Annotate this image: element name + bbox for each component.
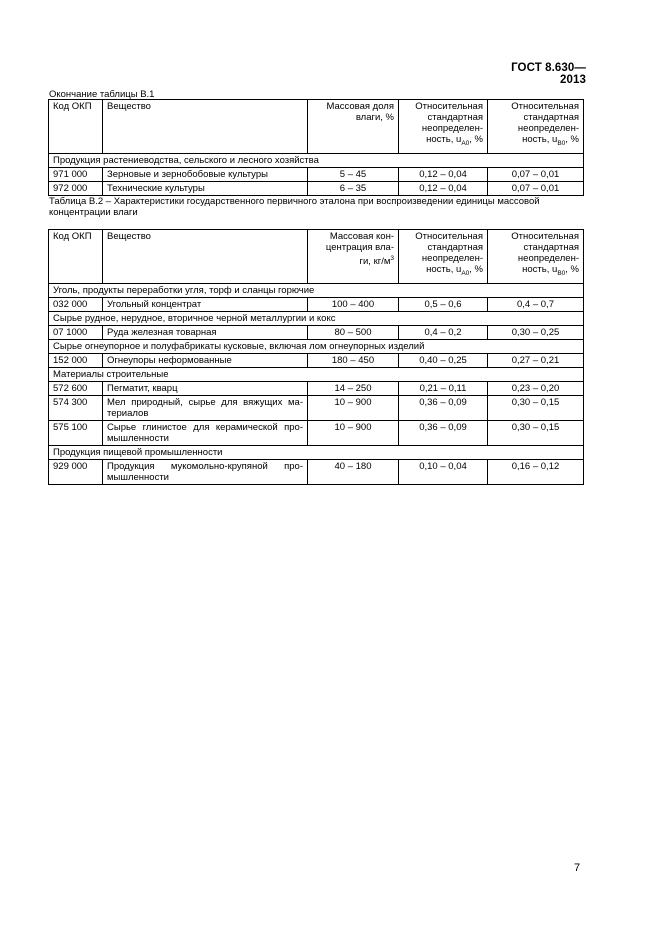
table-row: [49, 297, 584, 311]
cell-ub: 0,30 – 0,15: [488, 395, 584, 420]
table1-caption: Окончание таблицы В.1: [49, 89, 155, 100]
cell-mass: 80 – 500: [308, 325, 399, 339]
table-row: [49, 395, 584, 420]
col-substance-header: Вещество: [103, 100, 308, 154]
cell-ua: 0,21 – 0,11: [399, 381, 488, 395]
table-moisture-concentration: [48, 229, 584, 485]
section-row: [49, 311, 584, 325]
cell-substance: Угольный концентрат: [103, 297, 308, 311]
cell-mass: 6 – 35: [308, 181, 399, 195]
cell-code: 572 600: [49, 381, 103, 395]
section-row: [49, 339, 584, 353]
section-title: Уголь, продукты переработки угля, торф и сланцы горючие: [49, 283, 584, 297]
cell-mass: 10 – 900: [308, 395, 399, 420]
cell-ua: 0,36 – 0,09: [399, 420, 488, 445]
cell-code: 929 000: [49, 459, 103, 484]
col-ub-header: Относительная стандартная неопределен- ность, $u_{B0}$, %: [488, 230, 584, 284]
table-row: [49, 420, 584, 445]
cell-mass: 180 – 450: [308, 353, 399, 367]
section-title: Сырье огнеупорное и полуфабрикаты кусковые, включая лом огнеупорных изделий: [49, 339, 584, 353]
cell-ua: 0,12 – 0,04: [399, 167, 488, 181]
table-row: [49, 353, 584, 367]
col-code-header: Код ОКП: [49, 230, 103, 284]
cell-code: 574 300: [49, 395, 103, 420]
table-row: [49, 325, 584, 339]
col-ub-header: Относительная стандартная неопределен- ность, $u_{B0}$, %: [488, 100, 584, 154]
document-id: ГОСТ 8.630—2013: [511, 62, 586, 86]
cell-ua: 0,10 – 0,04: [399, 459, 488, 484]
cell-code: 575 100: [49, 420, 103, 445]
table-moisture-fraction: [48, 99, 584, 196]
cell-ub: 0,23 – 0,20: [488, 381, 584, 395]
section-row: [49, 283, 584, 297]
col-mass-header: Массовая доля влаги, %: [308, 100, 399, 154]
cell-code: 971 000: [49, 167, 103, 181]
table1-header-row: [49, 100, 584, 154]
cell-substance: Зерновые и зернобобовые культуры: [103, 167, 308, 181]
cell-ub: 0,4 – 0,7: [488, 297, 584, 311]
cell-ub: 0,30 – 0,25: [488, 325, 584, 339]
table-row: [49, 381, 584, 395]
cell-substance: Огнеупоры неформованные: [103, 353, 308, 367]
col-ua-header: Относительная стандартная неопределен- ность, $u_{A0}$, %: [399, 100, 488, 154]
table-row: [49, 181, 584, 195]
col-mass-header: Массовая кон- центрация вла- ги, $кг/м^3$: [308, 230, 399, 284]
cell-ua: 0,4 – 0,2: [399, 325, 488, 339]
section-title: Сырье рудное, нерудное, вторичное черной металлургии и кокс: [49, 311, 584, 325]
cell-mass: 40 – 180: [308, 459, 399, 484]
cell-code: 972 000: [49, 181, 103, 195]
table2-header-row: [49, 230, 584, 284]
table-row: [49, 167, 584, 181]
cell-substance: Продукция мукомольно-крупяной про- мышленности: [103, 459, 308, 484]
cell-ua: 0,12 – 0,04: [399, 181, 488, 195]
section-row: [49, 153, 584, 167]
cell-substance: Мел природный, сырье для вяжущих ма- териалов: [103, 395, 308, 420]
cell-ub: 0,07 – 0,01: [488, 167, 584, 181]
table2-caption: Таблица В.2 – Характеристики государственного первичного эталона при воспроизведении единицы массовой концентрации влаги: [49, 196, 540, 218]
cell-ua: 0,40 – 0,25: [399, 353, 488, 367]
col-substance-header: Вещество: [103, 230, 308, 284]
col-code-header: Код ОКП: [49, 100, 103, 154]
cell-mass: 10 – 900: [308, 420, 399, 445]
section-row: [49, 445, 584, 459]
section-title: Продукция растениеводства, сельского и лесного хозяйства: [49, 153, 584, 167]
cell-substance: Пегматит, кварц: [103, 381, 308, 395]
cell-ub: 0,30 – 0,15: [488, 420, 584, 445]
cell-mass: 14 – 250: [308, 381, 399, 395]
cell-code: 032 000: [49, 297, 103, 311]
cell-ub: 0,16 – 0,12: [488, 459, 584, 484]
cell-code: 07 1000: [49, 325, 103, 339]
cell-code: 152 000: [49, 353, 103, 367]
cell-mass: 100 – 400: [308, 297, 399, 311]
cell-substance: Сырье глинистое для керамической про- мышленности: [103, 420, 308, 445]
cell-substance: Руда железная товарная: [103, 325, 308, 339]
page-number: 7: [574, 862, 581, 874]
col-ua-header: Относительная стандартная неопределен- ность, $u_{A0}$, %: [399, 230, 488, 284]
table-row: [49, 459, 584, 484]
cell-substance: Технические культуры: [103, 181, 308, 195]
cell-mass: 5 – 45: [308, 167, 399, 181]
cell-ua: 0,36 – 0,09: [399, 395, 488, 420]
section-title: Продукция пищевой промышленности: [49, 445, 584, 459]
cell-ub: 0,07 – 0,01: [488, 181, 584, 195]
cell-ub: 0,27 – 0,21: [488, 353, 584, 367]
section-title: Материалы строительные: [49, 367, 584, 381]
section-row: [49, 367, 584, 381]
cell-ua: 0,5 – 0,6: [399, 297, 488, 311]
